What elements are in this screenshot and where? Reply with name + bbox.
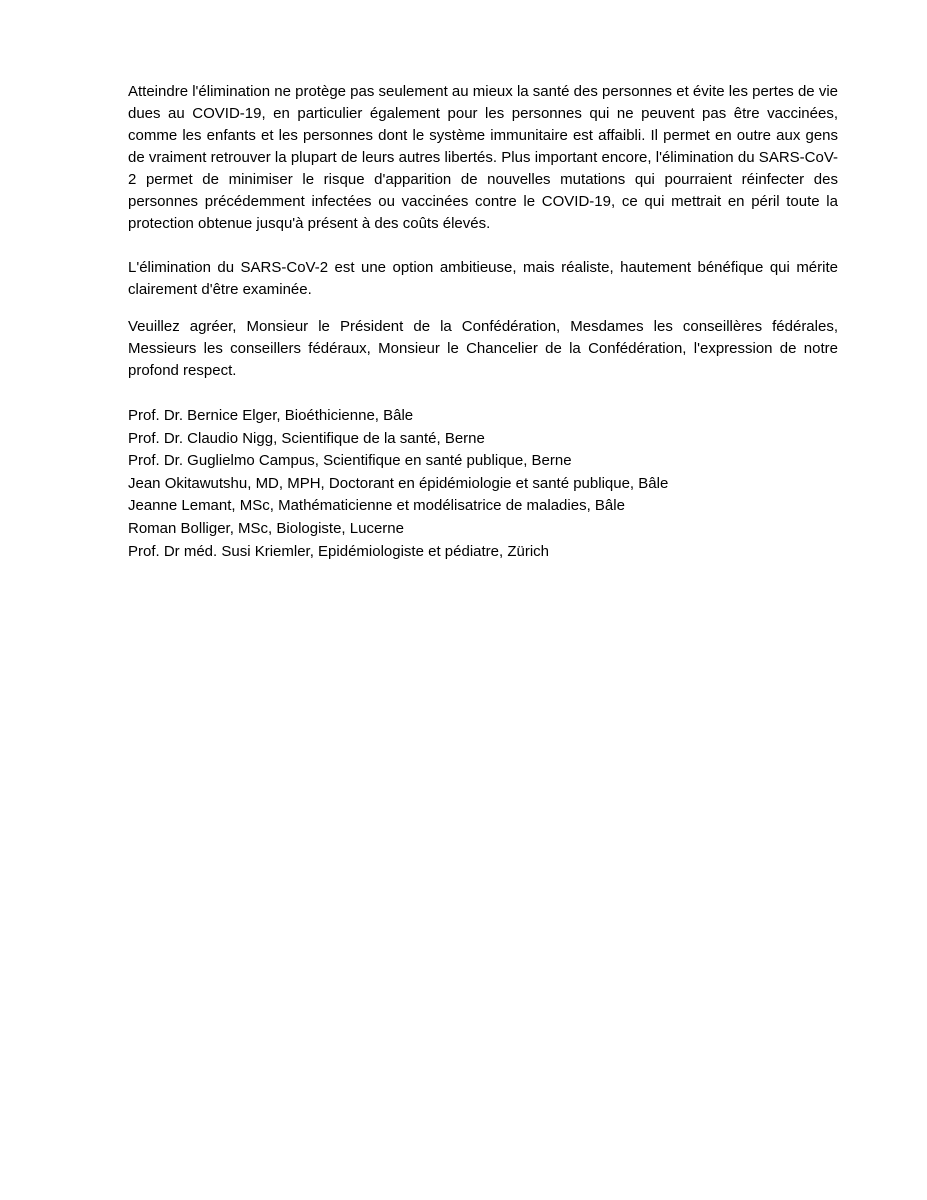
paragraph-elimination-option: L'élimination du SARS-CoV-2 est une option ambitieuse, mais réaliste, hautement bénéfique qui mérite clairement d'être examinée. [128, 259, 838, 298]
signatory-line: Prof. Dr. Guglielmo Campus, Scientifique en santé publique, Berne [128, 452, 572, 470]
signatory-line: Prof. Dr méd. Susi Kriemler, Epidémiologiste et pédiatre, Zürich [128, 542, 550, 560]
signatories-list [128, 405, 838, 563]
signatory-line: Prof. Dr. Claudio Nigg, Scientifique de la santé, Berne [128, 429, 485, 447]
document-page [128, 81, 838, 563]
paragraph-closing-salutation: Veuillez agréer, Monsieur le Président de la Confédération, Mesdames les conseillères fédérales, Messieurs les conseillers fédéraux, Monsieur le Chancelier de la Confédération, l'expression de notre profond respect. [128, 318, 838, 379]
signatory-line: Roman Bolliger, MSc, Biologiste, Lucerne [128, 519, 404, 537]
signatory-line: Jeanne Lemant, MSc, Mathématicienne et modélisatrice de maladies, Bâle [128, 497, 625, 515]
signatory-line: Prof. Dr. Bernice Elger, Bioéthicienne, Bâle [128, 407, 414, 424]
paragraph-elimination-benefits: Atteindre l'élimination ne protège pas seulement au mieux la santé des personnes et évite les pertes de vie dues au COVID-19, en particulier également pour les personnes qui ne peuvent pas être vaccinées, comme les enfants et les personnes dont le système immunitaire est affaibli. Il permet en outre aux gens de vraiment retrouver la plupart de leurs autres libertés. Plus important encore, l'élimination du SARS-CoV-2 permet de minimiser le risque d'apparition de nouvelles mutations qui pourraient réinfecter des personnes précédemment infectées ou vaccinées contre le COVID-19, ce qui mettrait en péril toute la protection obtenue jusqu'à présent à des coûts élevés. [128, 83, 838, 232]
signatory-line: Jean Okitawutshu, MD, MPH, Doctorant en épidémiologie et santé publique, Bâle [128, 474, 669, 492]
